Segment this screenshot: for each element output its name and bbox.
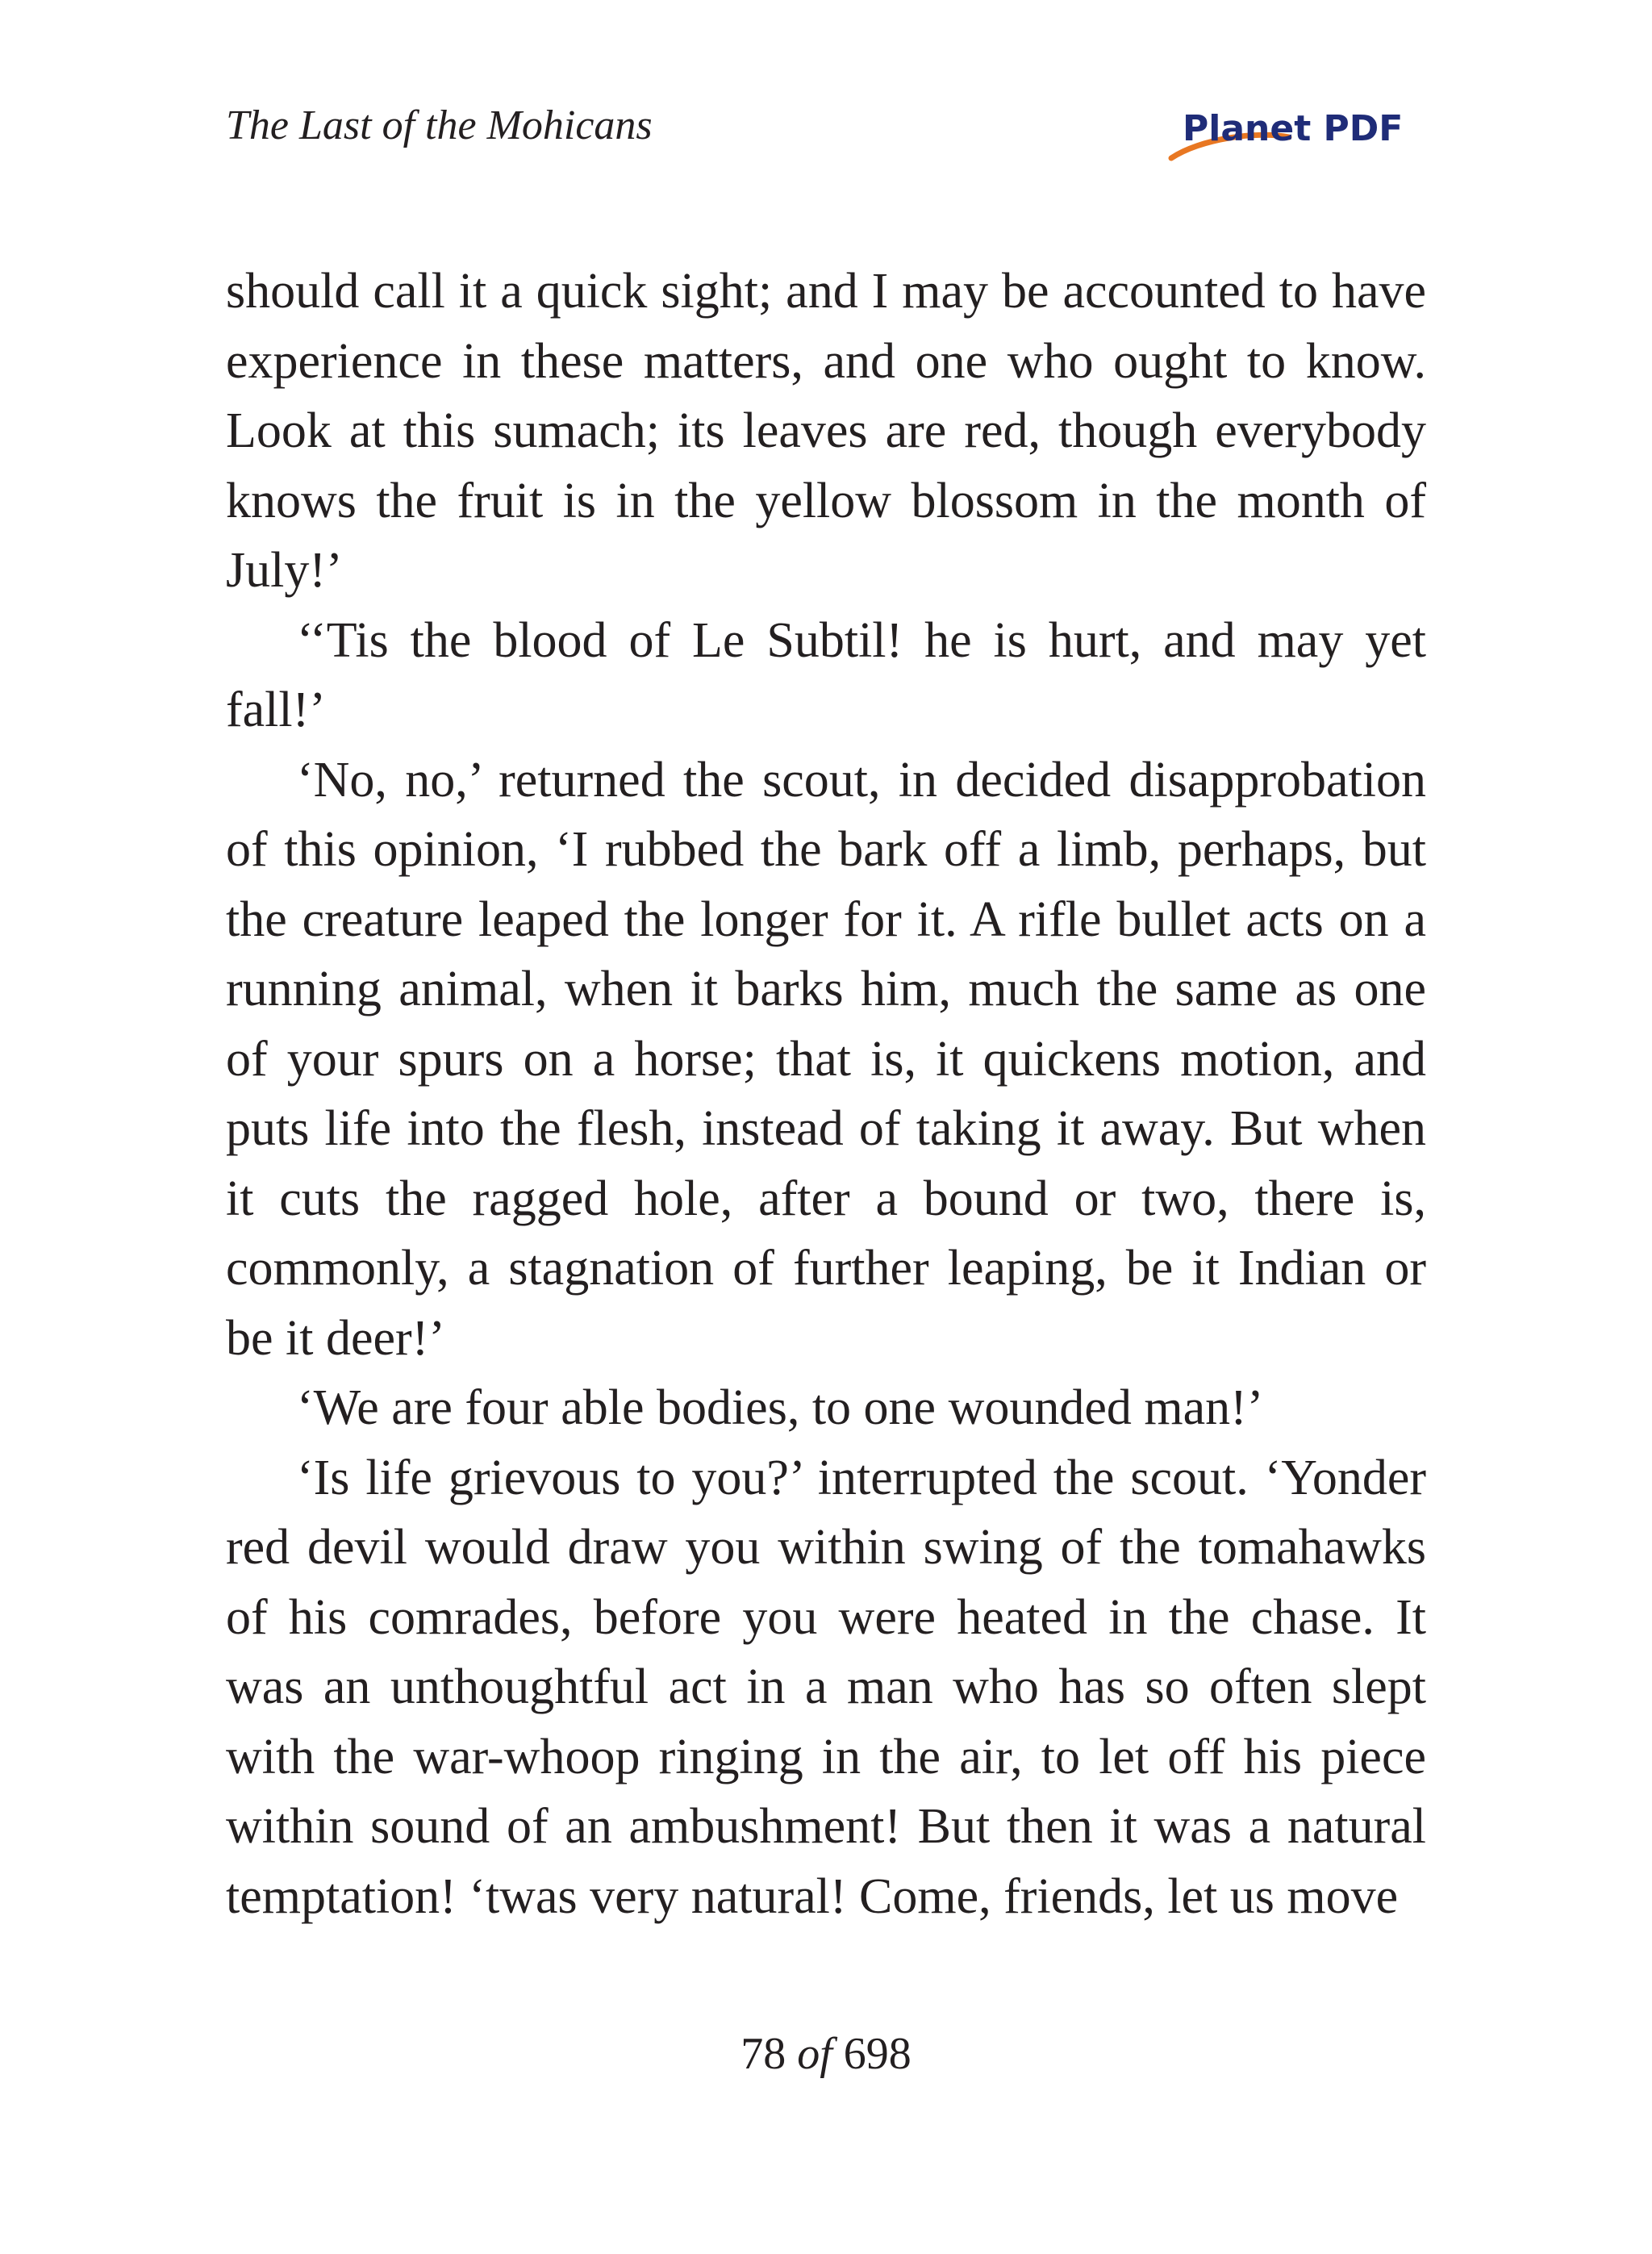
paragraph: ‘Is life grievous to you?’ interrupted the scout. ‘Yonder red devil would draw you within swing of the tomahawks of his comrades, before you were heated in the chase. It was an unthoughtful act in a man who has so often slept with the war-whoop ringing in the air, to let off his piece within sound of an ambushment! But then it was a natural temptation! ‘twas very natural! Come, friends, let us move: [226, 1450, 1426, 1924]
logo-text: Planet PDF: [1183, 108, 1404, 149]
page-separator: of: [797, 2029, 832, 2079]
paragraph: should call it a quick sight; and I may be accounted to have experience in these matters, and one who ought to know. Look at this sumach; its leaves are red, though everybody knows the fruit is in the yellow blossom in the month of July!’: [226, 264, 1426, 598]
paragraph: ‘‘Tis the blood of Le Subtil! he is hurt, and may yet fall!’: [226, 612, 1426, 737]
page-body: [226, 257, 1426, 1931]
current-page: 78: [740, 2029, 786, 2079]
planet-pdf-logo-icon: [1168, 106, 1426, 171]
page-number: [0, 2031, 1652, 2077]
total-pages: 698: [843, 2029, 912, 2079]
planet-pdf-logo: [1168, 106, 1426, 171]
paragraph: ‘No, no,’ returned the scout, in decided disapprobation of this opinion, ‘I rubbed the bark off a limb, perhaps, but the creature leaped the longer for it. A rifle bullet acts on a running animal, when it barks him, much the same as one of your spurs on a horse; that is, it quickens motion, and puts life into the flesh, instead of taking it away. But when it cuts the ragged hole, after a bound or two, there is, commonly, a stagnation of further leaping, be it Indian or be it deer!’: [226, 752, 1426, 1366]
book-title: The Last of the Mohicans: [226, 102, 653, 148]
paragraph: ‘We are four able bodies, to one wounded man!’: [297, 1380, 1264, 1435]
